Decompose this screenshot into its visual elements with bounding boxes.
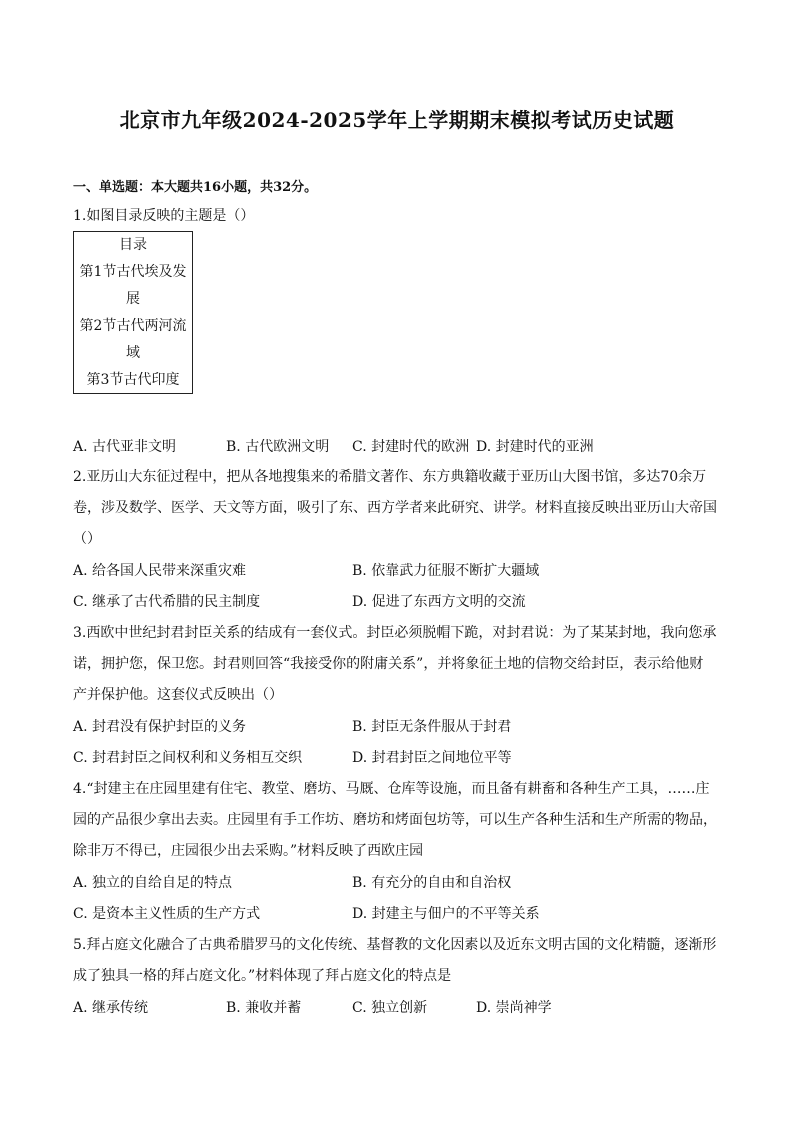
q3-line: 产并保护他。这套仪式反映出（） <box>73 687 283 703</box>
q3-option-c: C. 封君封臣之间权利和义务相互交织 <box>73 750 303 766</box>
toc-line: 域 <box>126 345 140 361</box>
q5-option-d: D. 崇尚神学 <box>476 1000 552 1016</box>
q5-option-c: C. 独立创新 <box>352 1000 428 1016</box>
q2-option-d: D. 促进了东西方文明的交流 <box>352 594 526 610</box>
q2-line: 卷，涉及数学、医学、天文等方面，吸引了东、西方学者来此研究、讲学。材料直接反映出亚历山大帝国 <box>73 500 717 516</box>
q2-option-b: B. 依靠武力征服不断扩大疆域 <box>352 563 540 579</box>
q4-line: 除非万不得已，庄园很少出去采购。”材料反映了西欧庄园 <box>73 843 424 859</box>
q1-option-b: B. 古代欧洲文明 <box>226 439 330 455</box>
q1-option-d: D. 封建时代的亚洲 <box>476 439 594 455</box>
q4-option-d: D. 封建主与佃户的不平等关系 <box>352 906 540 922</box>
toc-line: 目录 <box>119 237 147 253</box>
q5-option-b: B. 兼收并蓄 <box>226 1000 302 1016</box>
q5-option-a: A. 继承传统 <box>73 1000 149 1016</box>
q1-stem: 1.如图目录反映的主题是（） <box>73 208 255 224</box>
q5-line: 成了独具一格的拜占庭文化。”材料体现了拜占庭文化的特点是 <box>73 968 452 984</box>
toc-line: 展 <box>126 291 140 307</box>
q5-line: 5.拜占庭文化融合了古典希腊罗马的文化传统、基督教的文化因素以及近东文明古国的文化精髓，逐渐形 <box>73 937 717 953</box>
q1-option-c: C. 封建时代的欧洲 <box>352 439 470 455</box>
q2-option-a: A. 给各国人民带来深重灾难 <box>73 563 247 579</box>
section-heading: 一、单选题：本大题共16小题，共32分。 <box>73 180 318 195</box>
q3-option-d: D. 封君封臣之间地位平等 <box>352 750 512 766</box>
q3-option-b: B. 封臣无条件服从于封君 <box>352 719 512 735</box>
q2-line: 2.亚历山大东征过程中，把从各地搜集来的希腊文著作、东方典籍收藏于亚历山大图书馆，多达70余万 <box>73 469 707 485</box>
toc-line: 第3节古代印度 <box>86 372 180 388</box>
q2-option-c: C. 继承了古代希腊的民主制度 <box>73 594 261 610</box>
q2-line: （） <box>73 531 101 547</box>
table-of-contents-box <box>73 231 193 394</box>
q4-line: 园的产品很少拿出去卖。庄园里有手工作坊、磨坊和烤面包坊等，可以生产各种生活和生产所需的物品， <box>73 812 717 828</box>
toc-line: 第1节古代埃及发 <box>79 264 187 280</box>
q4-option-b: B. 有充分的自由和自治权 <box>352 875 512 891</box>
q3-line: 诺，拥护您，保卫您。封君则回答“我接受你的附庸关系”，并将象征土地的信物交给封臣，表示给他财 <box>73 656 704 672</box>
toc-line: 第2节古代两河流 <box>79 318 187 334</box>
q4-option-a: A. 独立的自给自足的特点 <box>73 875 233 891</box>
page-title: 北京市九年级2024-2025学年上学期期末模拟考试历史试题 <box>119 108 675 132</box>
q1-option-a: A. 古代亚非文明 <box>73 439 177 455</box>
q4-option-c: C. 是资本主义性质的生产方式 <box>73 906 261 922</box>
q4-line: 4.“封建主在庄园里建有住宅、教堂、磨坊、马厩、仓库等设施，而且备有耕畜和各种生产工具，……庄 <box>73 781 710 797</box>
q3-line: 3.西欧中世纪封君封臣关系的结成有一套仪式。封臣必须脱帽下跪，对封君说：为了某某封地，我向您承 <box>73 625 717 641</box>
q3-option-a: A. 封君没有保护封臣的义务 <box>73 719 247 735</box>
